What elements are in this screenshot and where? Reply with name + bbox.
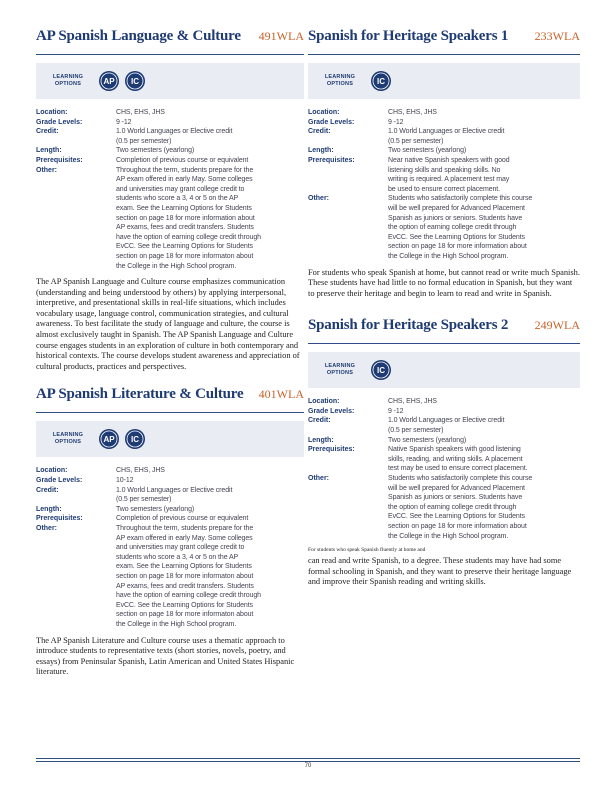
- ap-icon: [98, 428, 120, 450]
- detail-value: Near native Spanish speakers with good listening skills and speaking skills. No writing is required. A placement test may be used to ensure correct placement.: [388, 156, 510, 193]
- detail-row: [36, 146, 304, 156]
- detail-label: Grade Levels:: [308, 407, 355, 415]
- detail-label: Prerequisites:: [36, 515, 83, 523]
- college-credit-icon: [124, 428, 146, 450]
- detail-value: CHS, EHS, JHS: [388, 109, 437, 116]
- detail-value: Two semesters (yearlong): [388, 436, 467, 444]
- learning-options-bar: [36, 63, 304, 99]
- detail-label: Grade Levels:: [36, 118, 83, 126]
- left-column: [36, 28, 304, 688]
- detail-row: [308, 474, 580, 541]
- detail-row: [308, 407, 580, 417]
- detail-value: 1.0 World Languages or Elective credit (0.5 per semester): [116, 486, 233, 504]
- course-code: 233WLA: [534, 29, 580, 43]
- detail-row: [36, 127, 304, 146]
- svg-text:IC: IC: [377, 77, 385, 86]
- course-title: Spanish for Heritage Speakers 1: [308, 28, 509, 44]
- course-header: [308, 28, 580, 52]
- detail-row: [308, 118, 580, 128]
- heading-rule: [36, 412, 304, 413]
- detail-row: [36, 486, 304, 505]
- heading-rule: [308, 54, 580, 55]
- detail-label: Location:: [36, 109, 68, 116]
- detail-value: CHS, EHS, JHS: [388, 398, 437, 406]
- learning-options-bar: [36, 421, 304, 457]
- svg-text:IC: IC: [377, 366, 385, 376]
- detail-row: [308, 416, 580, 435]
- detail-row: [308, 156, 580, 194]
- course-description: The AP Spanish Literature and Culture course uses a thematic approach to introduce students to representative texts (short stories, novels, poetry, and essays) from Peninsular Spanish, Latin American and United States Hispanic literature.: [36, 635, 295, 677]
- course-ap-spanish-language: [36, 28, 304, 372]
- detail-label: Credit:: [36, 486, 59, 494]
- detail-value: 1.0 World Languages or Elective credit (0.5 per semester): [388, 128, 505, 145]
- detail-row: [308, 108, 580, 118]
- college-credit-icon: [370, 359, 392, 381]
- learning-options-label: LEARNING OPTIONS: [52, 432, 84, 446]
- course-code: 401WLA: [258, 387, 304, 402]
- course-details: [308, 108, 580, 262]
- detail-row: [36, 476, 304, 486]
- detail-row: [36, 118, 304, 128]
- course-heritage-speakers-2: [308, 317, 580, 588]
- detail-row: [36, 166, 304, 272]
- course-header: [36, 386, 304, 410]
- detail-label: Grade Levels:: [36, 477, 83, 485]
- heading-rule: [308, 343, 580, 344]
- detail-row: [308, 127, 580, 146]
- detail-value: 1.0 World Languages or Elective credit (0.5 per semester): [116, 128, 233, 145]
- detail-label: Credit:: [36, 128, 59, 136]
- detail-value: CHS, EHS, JHS: [116, 467, 165, 475]
- detail-label: Prerequisites:: [308, 446, 355, 454]
- detail-row: [36, 156, 304, 166]
- detail-label: Prerequisites:: [36, 156, 83, 164]
- ap-icon: [98, 70, 120, 92]
- detail-label: Grade Levels:: [308, 118, 355, 126]
- course-details: [308, 397, 580, 541]
- detail-value: 1.0 World Languages or Elective credit (0.5 per semester): [388, 417, 505, 435]
- detail-value: 10-12: [116, 477, 134, 485]
- course-description: For students who speak Spanish at home, but cannot read or write much Spanish. These students have had little to no formal education in Spanish, but they want to preserve their heritage and begin to learn to read and write in Spanish.: [308, 267, 580, 298]
- detail-value: Two semesters (yearlong): [116, 147, 195, 155]
- heading-rule: [36, 54, 304, 55]
- course-code: 249WLA: [534, 318, 580, 333]
- detail-row: [308, 397, 580, 407]
- detail-row: [36, 505, 304, 515]
- detail-value: CHS, EHS, JHS: [116, 109, 165, 116]
- course-title: AP Spanish Literature & Culture: [36, 386, 244, 403]
- course-description: The AP Spanish Language and Culture course emphasizes communication (understanding and being understood by others) by applying interpersonal, interpretive, and presentational skills in real-life situations, which includes vocabulary usage, language control, communication strategies, and cultural awareness. To best facilitate the study of language and culture, the course is almost exclusively taught in Spanish. The AP Spanish Language and Culture course engages students in an exploration of culture in both contemporary and historical contexts. The course develops student awareness and appreciation of cultural products, practices and perspectives.: [36, 277, 300, 371]
- learning-options-bar: [308, 63, 580, 99]
- learning-options-label: LEARNING OPTIONS: [52, 74, 84, 87]
- detail-row: [36, 514, 304, 524]
- detail-row: [308, 445, 580, 474]
- detail-row: [308, 146, 580, 156]
- detail-value: Two semesters (yearlong): [388, 147, 467, 155]
- detail-value: 9 -12: [116, 118, 132, 126]
- svg-text:IC: IC: [131, 435, 139, 445]
- detail-label: Credit:: [308, 128, 331, 136]
- svg-text:AP: AP: [103, 77, 115, 86]
- college-credit-icon: [124, 70, 146, 92]
- detail-label: Location:: [308, 109, 340, 116]
- detail-label: Other:: [308, 475, 329, 483]
- detail-value: 9 -12: [388, 407, 404, 415]
- detail-row: [308, 436, 580, 446]
- course-title: AP Spanish Language & Culture: [36, 28, 241, 44]
- footer-rule: [36, 758, 580, 762]
- detail-value: Students who satisfactorily complete this course will be well prepared for Advanced Placement Spanish as juniors or seniors. Students have the option of earning college credit through EvCC. See the Learning Options for Students section on page 18 for more information about the College in the High School program.: [388, 195, 533, 260]
- svg-text:AP: AP: [103, 435, 115, 445]
- learning-options-label: LEARNING OPTIONS: [324, 363, 356, 377]
- course-details: [36, 466, 304, 629]
- detail-value: Two semesters (yearlong): [116, 505, 195, 513]
- detail-row: [36, 108, 304, 118]
- right-column: [308, 28, 580, 598]
- detail-label: Other:: [308, 195, 329, 203]
- course-ap-spanish-literature: [36, 386, 304, 677]
- detail-row: [36, 466, 304, 476]
- page-number: 70: [304, 763, 312, 769]
- course-code: 491WLA: [258, 29, 304, 43]
- detail-value: Completion of previous course or equivalent: [116, 515, 249, 523]
- detail-value: Students who satisfactorily complete this course will be well prepared for Advanced Placement Spanish as juniors or seniors. Students have the option of earning college credit through EvCC. See the Learning Options for Students section on page 18 for more information about the College in the High School program.: [388, 475, 533, 540]
- detail-label: Length:: [36, 505, 62, 513]
- course-header: [36, 28, 304, 52]
- detail-row: [36, 524, 304, 630]
- detail-value: Completion of previous course or equivalent: [116, 156, 249, 164]
- detail-value: Throughout the term, students prepare for the AP exam offered in early May. Some colleges and universities may grant college credit to students who score a 3, 4 or 5 on the AP exam. See the Learning Options for Students section on page 18 for more information about AP exams, fees and credit transfers. Students have the option of earning college credit through EvCC. See the Learning Options for Students section on page 18 for more informaton about the College in the High School program.: [116, 166, 261, 270]
- course-details: [36, 108, 304, 271]
- detail-row: [308, 194, 580, 261]
- detail-label: Length:: [36, 147, 62, 155]
- learning-options-bar: [308, 352, 580, 388]
- course-note: For students who speak Spanish fluently at home and: [308, 547, 426, 554]
- detail-label: Other:: [36, 525, 57, 532]
- learning-options-label: LEARNING OPTIONS: [324, 74, 356, 87]
- detail-label: Other:: [36, 166, 57, 174]
- detail-label: Length:: [308, 436, 334, 444]
- detail-value: Throughout the term, students prepare for the AP exam offered in early May. Some colleges and universities may grant college credit to students who score a 3, 4 or 5 on the AP exam. See the Learning Options for Students section on page 18 for more informaton about AP exams, fees and credit transfers. Students have the option of earning college credit through EvCC. See the Learning Options for Students section on page 18 for more informaton about the College in the High School program.: [116, 525, 261, 628]
- detail-value: 9 -12: [388, 118, 404, 126]
- detail-label: Credit:: [308, 417, 331, 425]
- detail-value: Native Spanish speakers with good listening skills, reading, and writing skills. A placement test may be used to ensure correct placement.: [388, 446, 528, 473]
- course-title: Spanish for Heritage Speakers 2: [308, 317, 509, 334]
- college-credit-icon: [370, 70, 392, 92]
- course-header: [308, 317, 580, 341]
- detail-label: Location:: [36, 467, 68, 475]
- course-description: can read and write Spanish, to a degree. These students may have had some formal schooling in Spanish, and they want to preserve their heritage language and improve their Spanish reading and writing skills.: [308, 556, 572, 587]
- detail-label: Prerequisites:: [308, 156, 355, 164]
- detail-label: Location:: [308, 398, 340, 406]
- course-heritage-speakers-1: [308, 28, 580, 299]
- svg-text:IC: IC: [131, 77, 139, 86]
- detail-label: Length:: [308, 147, 334, 155]
